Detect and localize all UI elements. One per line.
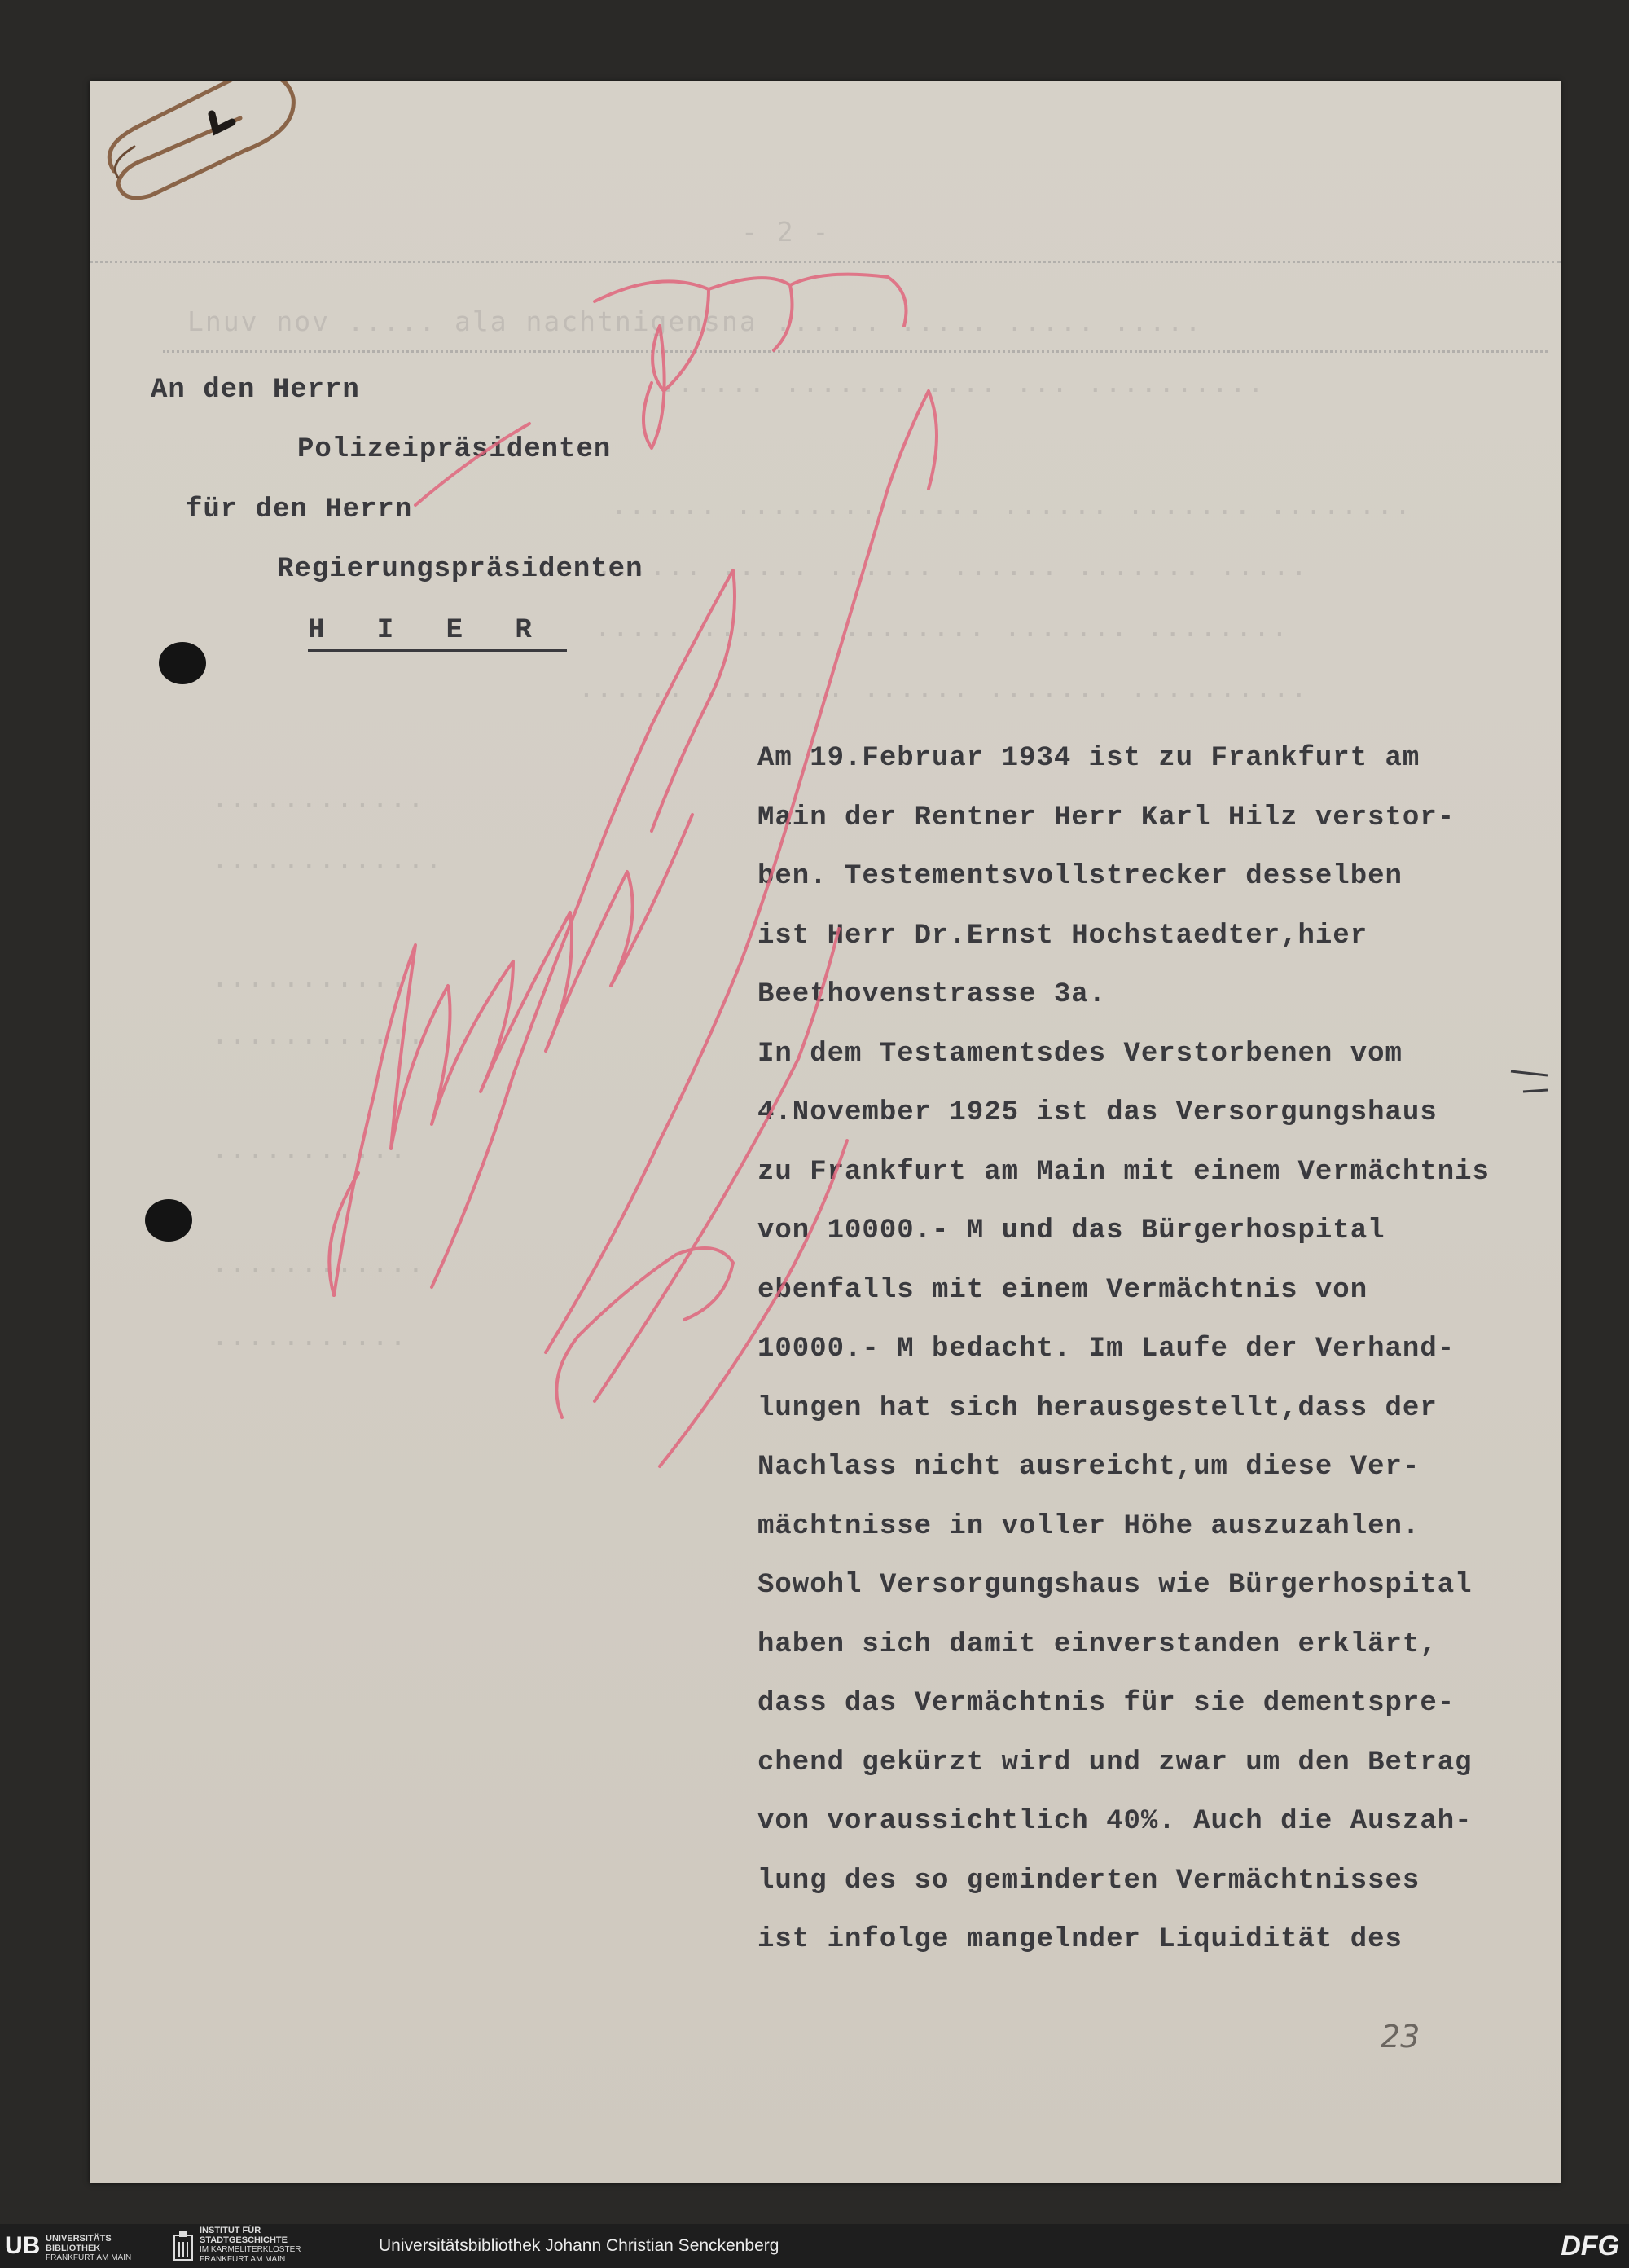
body-line: lung des so geminderten Vermächtnisses <box>757 1865 1420 1897</box>
body-line: In dem Testamentsdes Verstorbenen vom <box>757 1038 1403 1070</box>
paperclip-icon <box>109 81 293 198</box>
dfg-logo: DFG <box>1561 2231 1619 2261</box>
body-line: ist Herr Dr.Ernst Hochstaedter,hier <box>757 920 1368 952</box>
ub-logo: UB <box>5 2232 41 2259</box>
address-line-3: für den Herrn <box>186 494 413 525</box>
bleed-through-text: ..... ....... ........ ....... ........ <box>595 611 1289 643</box>
body-line: dass das Vermächtnis für sie dementspre- <box>757 1688 1456 1719</box>
red-pencil-scribble <box>329 275 937 1466</box>
footer-bar <box>0 2224 1629 2268</box>
bleed-through-text: - 2 - <box>741 216 831 248</box>
body-line: 4.November 1925 ist das Versorgungshaus <box>757 1097 1438 1128</box>
body-line: Beethovenstrasse 3a. <box>757 979 1107 1010</box>
body-line: mächtnisse in voller Höhe auszuzahlen. <box>757 1510 1420 1542</box>
body-line: zu Frankfurt am Main mit einem Vermächtnis <box>757 1156 1490 1188</box>
institute-logo-text: INSTITUT FÜR STADTGESCHICHTE IM KARMELITERKLOSTER FRANKFURT AM MAIN <box>200 2226 301 2264</box>
address-line-1: An den Herrn <box>151 375 360 406</box>
body-line: chend gekürzt wird und zwar um den Betrag <box>757 1747 1473 1778</box>
body-line: ist infolge mangelnder Liquidität des <box>757 1924 1403 1955</box>
bleed-through-text: ...... ....... .... ... .......... <box>660 367 1266 398</box>
overlay-drawings <box>90 81 1561 2183</box>
page-number: 23 <box>1381 2019 1420 2055</box>
body-line: lungen hat sich herausgestellt,dass der <box>757 1392 1438 1424</box>
bleed-through-text: Lnuv nov ..... ala nachtnigensna ...... ..... ..... ..... <box>187 305 1203 337</box>
library-name: Universitätsbibliothek Johann Christian Senckenberg <box>379 2236 779 2255</box>
bleed-through-text: ............ <box>212 1246 426 1278</box>
bleed-through-text: ...... ........ ..... ...... ....... ........ <box>611 489 1413 521</box>
bleed-through-text: ....... ..... ...... ...... ....... ..... <box>578 550 1309 582</box>
bleed-through-text: ...... ........ ...... ....... .......... <box>578 672 1309 704</box>
body-line: 10000.- M bedacht. Im Laufe der Verhand- <box>757 1334 1456 1365</box>
address-line-5-hier: H I E R <box>308 615 567 652</box>
body-line: von 10000.- M und das Bürgerhospital <box>757 1215 1385 1246</box>
body-line: Main der Rentner Herr Karl Hilz verstor- <box>757 802 1456 833</box>
bleed-through-text: ............. <box>212 843 444 875</box>
bleed-through-text: ........... <box>212 961 408 993</box>
letter-page <box>90 81 1561 2183</box>
ink-tick-mark <box>1511 1071 1548 1092</box>
body-line: von voraussichtlich 40%. Auch die Auszah- <box>757 1806 1473 1837</box>
bleed-through-text: ............ <box>212 782 426 814</box>
address-line-4: Regierungspräsidenten <box>277 554 643 585</box>
address-line-2: Polizeipräsidenten <box>297 434 612 465</box>
bleed-through-text: ........... <box>212 1320 408 1352</box>
body-line: ben. Testementsvollstrecker desselben <box>757 861 1403 892</box>
body-line: Am 19.Februar 1934 ist zu Frankfurt am <box>757 743 1420 774</box>
bleed-through-text: ............ <box>212 1018 426 1050</box>
bleed-through-text: ........... <box>212 1132 408 1164</box>
body-line: Nachlass nicht ausreicht,um diese Ver- <box>757 1452 1420 1483</box>
institute-emblem-icon <box>173 2231 194 2261</box>
body-line: ebenfalls mit einem Vermächtnis von <box>757 1274 1368 1306</box>
ub-logo-text: UNIVERSITÄTS BIBLIOTHEK FRANKFURT AM MAIN <box>46 2234 132 2262</box>
body-line: haben sich damit einverstanden erklärt, <box>757 1628 1438 1660</box>
body-line: Sowohl Versorgungshaus wie Bürgerhospital <box>757 1570 1473 1601</box>
